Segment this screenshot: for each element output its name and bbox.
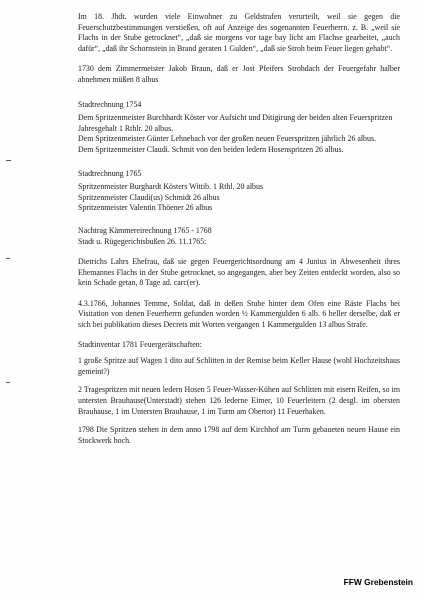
intro-paragraph: Im 18. Jhdt. wurden viele Einwohner zu Geldstrafen verurteilt, weil sie gegen die Feuerschutzbestimmungen verstießen, oft auf Anzeige des sogenannten Feuerherrn. z. B. „weil sie Flachs in der Stube getrocknet“, „daß sie morgens vor tage bay licht am Flachse gearbeitet, „auch dafür“, „daß ihr Schornstein in Brand geraten 1 Gulden“, „daß sie Stroh beim Feuer liegen gehabt“. xyxy=(78,12,400,53)
entry-line: Spritzenmeister Burghardt Kösters Wittib. 1 Rthl. 20 albus xyxy=(78,182,264,192)
document-body xyxy=(78,12,400,456)
inventory-item-1: 1 große Spritze auf Wagen 1 dito auf Schlitten in der Remise beim Keller Hause (wohl Hochzeitshaus gemeint?) xyxy=(78,356,400,376)
entry-1730: 1730 dem Zimmermeister Jakob Braun, daß er Jost Pfeifers Strohdach der Feuergefahr halber abnehmen müßen 8 albus xyxy=(78,64,400,84)
section-subheading: Stadt u. Rügegerichtsbußen 26. 11.1765: xyxy=(78,236,207,246)
entry-line: Dem Spritzenmeister Günter Lehnebach vor der großen neuen Feuerspritzen jährlich 26 albus. xyxy=(78,134,376,144)
section-heading: Stadtrechnung 1754 xyxy=(78,99,142,109)
entry-line: Spritzenmeister Valentin Thöener 26 albus xyxy=(78,203,213,213)
section-heading: Stadtrechnung 1765 xyxy=(78,168,142,178)
entry-line: Spritzenmeister Claudi(us) Schmidt 26 albus xyxy=(78,192,220,202)
margin-mark xyxy=(6,382,10,383)
entry-1798: 1798 Die Spritzen stehen in dem anno 1798 auf dem Kirchhof am Turm gebaueten neuen Hause ein Stockwerk hoch. xyxy=(78,425,400,445)
margin-mark xyxy=(6,258,10,259)
entry-line: Dem Spritzenmeister Claudi. Schmit von den beiden ledern Hosenspritzen 26 albus. xyxy=(78,144,344,154)
section-stadtrechnung-1765 xyxy=(78,169,400,214)
footer-label: FFW Grebenstein xyxy=(343,577,413,587)
section-stadtrechnung-1754 xyxy=(78,100,400,156)
entry-temme: 4.3.1766, Johannes Temme, Soldat, daß in deßen Stube hinter dem Ofen eine Räste Flachs bei Visitation von denen Feuerherrn gefunden worden ½ Kammergulden 6 alb. 6 heller derselbe, daß er sich bei publikation dieses Decrets mit Worten vergangen 1 Kammergulden 13 albus Strafe. xyxy=(78,298,400,330)
section-heading: Nachtrag Kämmereirechnung 1765 - 1768 xyxy=(78,225,212,235)
entry-line: Dem Spritzenmeister Burchhardt Köster vor Aufsicht und Ditigirung der beiden alten Feuerspritzen Jahresgehalt 1 Rthlr. 20 albus. xyxy=(78,113,393,133)
entry-lahrs: Dietrichs Lahrs Ehefrau, daß sie gegen Feuergerichtsordnung am 4 Junius in Abwesenheit ihres Ehemannes Flachs in der Stube getrocknet, so angegangen, aber bey Zeiten entdeckt worden, also so kein Schade getan, 8 Tage ad. carc(er). xyxy=(78,257,400,288)
inventory-item-2: 2 Tragespritzen mit neuen ledern Hosen 5 Feuer-Wasser-Kühen auf Schlitten mit eisern Reifen, so im untersten Brauhause(Unterstadt) stehen 126 lederne Eimer, 10 Feuerleitern (2 desgl. im obersten Brauhause, 1 im Untersten Brauhause, 1 im Turm am Obertor) 11 Feuerhaken. xyxy=(78,385,400,416)
margin-mark xyxy=(6,160,11,161)
section-kaemmereirechnung xyxy=(78,226,400,247)
section-heading: Stadtinventar 1781 Feuergerätschaften: xyxy=(78,339,202,349)
